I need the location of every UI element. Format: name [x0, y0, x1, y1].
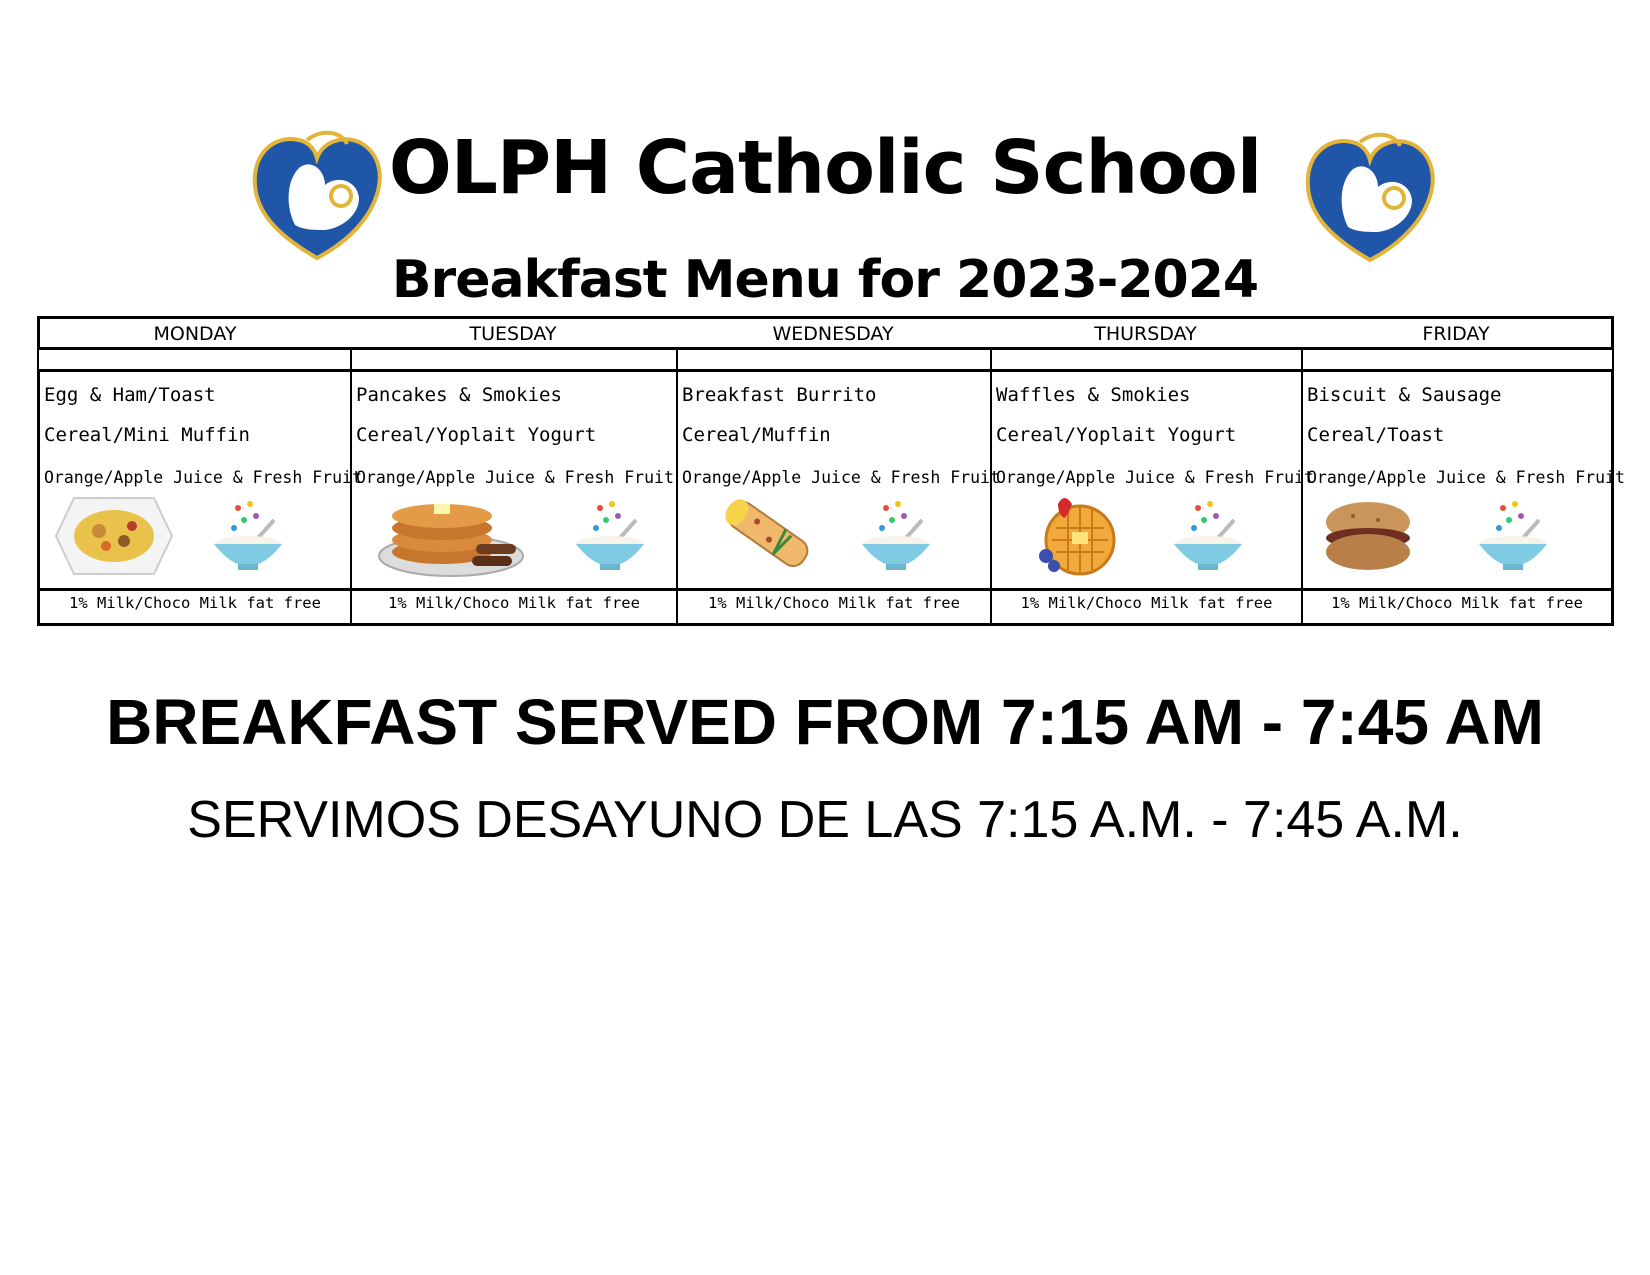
menu-item-main: Biscuit & Sausage — [1307, 384, 1502, 406]
menu-item-juice: Orange/Apple Juice & Fresh Fruit — [682, 468, 1000, 487]
day-column-tuesday — [352, 372, 678, 623]
cereal-bowl-icon — [1168, 498, 1248, 576]
burrito-icon — [718, 494, 818, 574]
cereal-bowl-icon — [208, 498, 288, 576]
menu-item-side: Cereal/Mini Muffin — [44, 424, 250, 446]
menu-item-juice: Orange/Apple Juice & Fresh Fruit — [996, 468, 1314, 487]
waffle-icon — [1036, 494, 1122, 578]
pancakes-sausage-icon — [376, 496, 526, 578]
cereal-bowl-icon — [856, 498, 936, 576]
serving-time-english: BREAKFAST SERVED FROM 7:15 AM - 7:45 AM — [106, 686, 1544, 758]
egg-ham-plate-icon — [54, 496, 174, 576]
menu-item-side: Cereal/Yoplait Yogurt — [356, 424, 597, 446]
day-header-friday: FRIDAY — [1422, 323, 1490, 345]
milk-option: 1% Milk/Choco Milk fat free — [388, 594, 640, 612]
milk-option: 1% Milk/Choco Milk fat free — [1020, 594, 1273, 612]
menu-item-juice: Orange/Apple Juice & Fresh Fruit — [44, 468, 362, 487]
day-column-wednesday — [678, 372, 1000, 623]
menu-item-side: Cereal/Muffin — [682, 424, 831, 446]
milk-option: 1% Milk/Choco Milk fat free — [69, 594, 321, 612]
menu-body — [37, 372, 1625, 626]
day-header-row — [37, 316, 1614, 350]
day-column-thursday — [992, 372, 1314, 623]
cereal-bowl-icon — [1473, 498, 1553, 576]
day-header-wednesday: WEDNESDAY — [772, 323, 894, 345]
menu-item-juice: Orange/Apple Juice & Fresh Fruit — [356, 468, 674, 487]
milk-option: 1% Milk/Choco Milk fat free — [708, 594, 960, 612]
day-header-monday: MONDAY — [153, 323, 237, 345]
page-title: OLPH Catholic School — [388, 125, 1262, 211]
day-header-thursday: THURSDAY — [1094, 323, 1197, 345]
menu-item-side: Cereal/Yoplait Yogurt — [996, 424, 1237, 446]
menu-table — [37, 316, 1625, 626]
day-header-tuesday: TUESDAY — [469, 323, 557, 345]
day-column-monday — [40, 372, 362, 623]
menu-item-side: Cereal/Toast — [1307, 424, 1445, 446]
blank-row — [37, 350, 1614, 372]
milk-option: 1% Milk/Choco Milk fat free — [1331, 594, 1583, 612]
menu-item-main: Breakfast Burrito — [682, 384, 877, 406]
serving-time-spanish: SERVIMOS DESAYUNO DE LAS 7:15 A.M. - 7:45 A.M. — [187, 791, 1463, 849]
menu-item-juice: Orange/Apple Juice & Fresh Fruit — [1307, 468, 1625, 487]
page-subtitle: Breakfast Menu for 2023-2024 — [391, 250, 1259, 310]
cereal-bowl-icon — [570, 498, 650, 576]
menu-item-main: Waffles & Smokies — [996, 384, 1191, 406]
menu-item-main: Pancakes & Smokies — [356, 384, 562, 406]
day-column-friday — [1303, 372, 1625, 623]
biscuit-sausage-icon — [1323, 498, 1413, 574]
menu-item-main: Egg & Ham/Toast — [44, 384, 216, 406]
